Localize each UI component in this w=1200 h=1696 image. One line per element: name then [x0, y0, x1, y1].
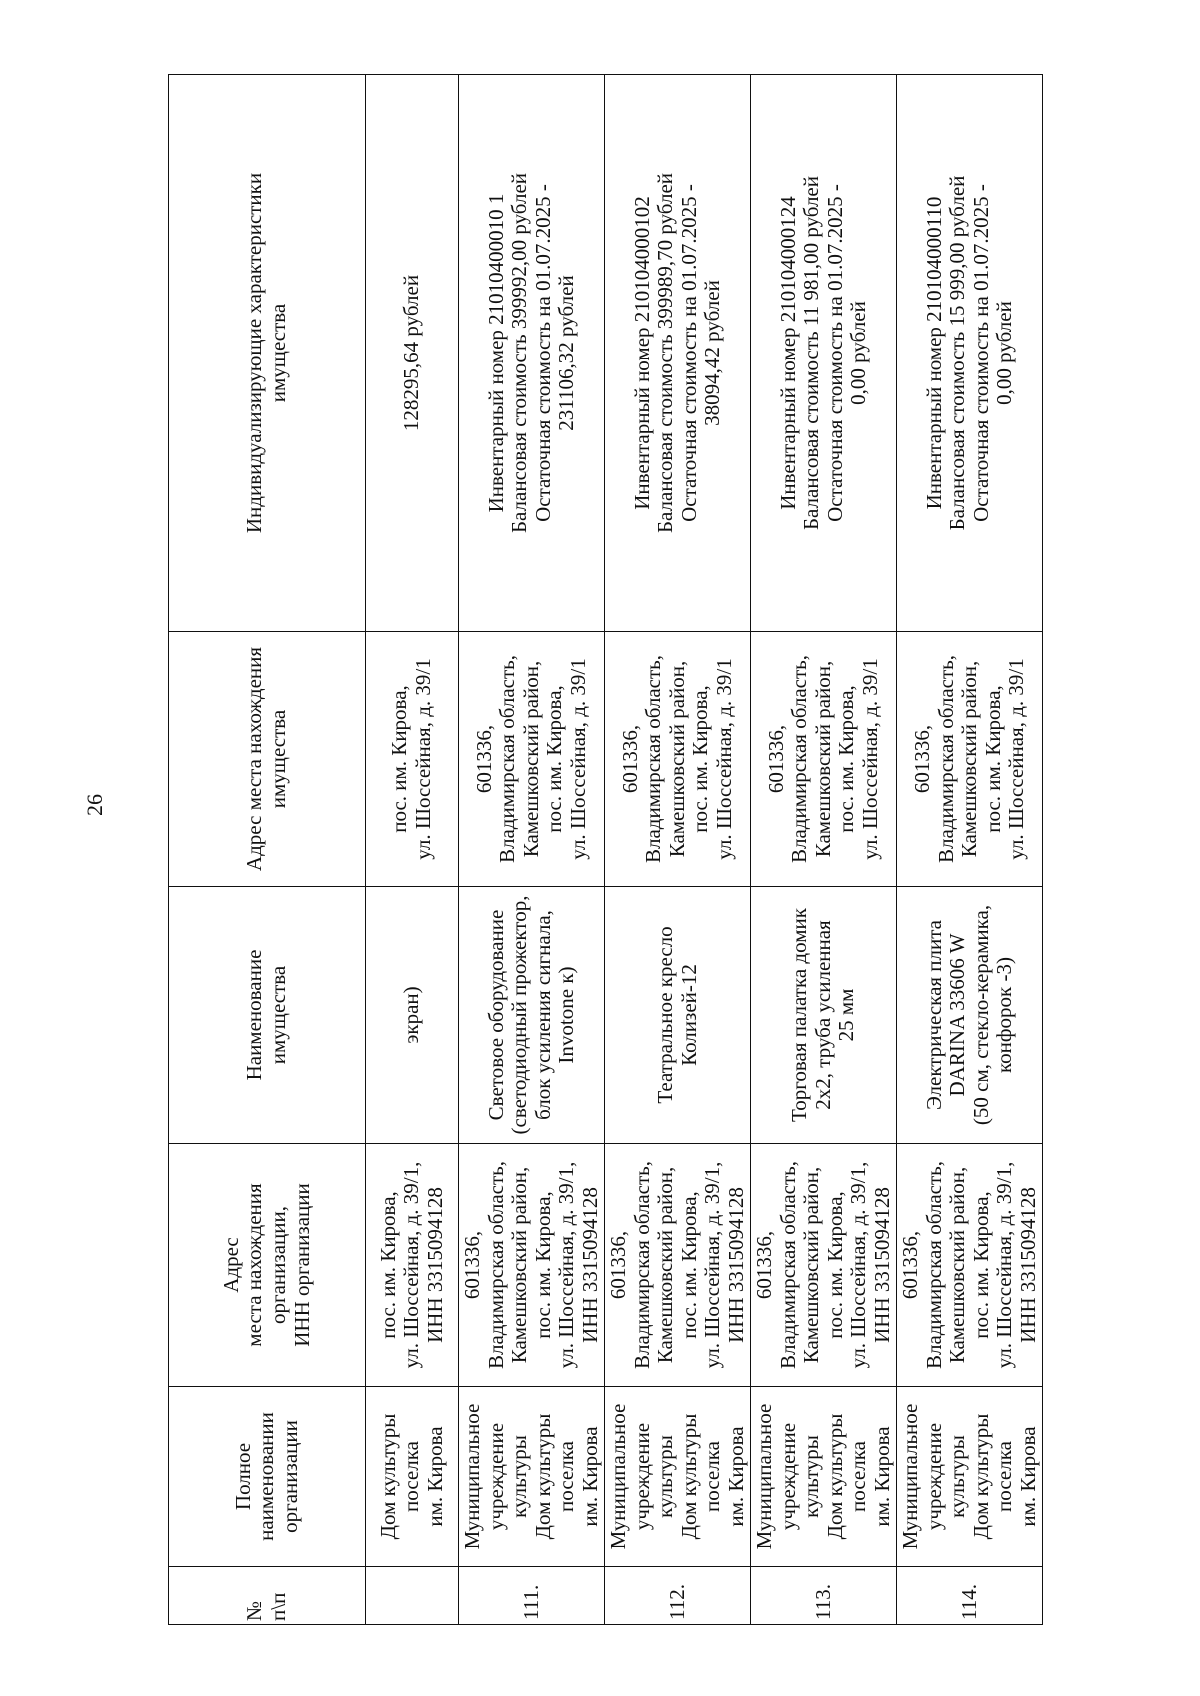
cell-line: Балансовая стоимость 15 999,00 рублей [945, 175, 970, 531]
cell-line: пос. им. Кирова, [542, 685, 567, 833]
cell-line: Камешковский район, [957, 660, 982, 858]
cell-line: ИНН 3315094128 [723, 1187, 748, 1343]
cell-line: ул. Шоссейная, д. 39/1, [992, 1161, 1017, 1369]
table-row [459, 75, 605, 1625]
cell-org-name [751, 1387, 897, 1567]
cell-line: пос. им. Кирова, [387, 685, 412, 833]
cell-line: 601336, [471, 724, 496, 794]
cell-line: поселка [700, 1441, 725, 1512]
cell-line: экран) [399, 986, 424, 1044]
cell-line: культуры [507, 1435, 532, 1518]
cell-line: пос. им. Кирова, [676, 1191, 701, 1339]
cell-line: Балансовая стоимость 399992,00 рублей [507, 172, 532, 534]
cell-line: конфорок -3) [992, 957, 1017, 1073]
rotated-table-frame [168, 75, 1038, 1625]
cell-line: поселка [399, 1441, 424, 1512]
cell-org-name [605, 1387, 751, 1567]
header-org-address [169, 1144, 366, 1387]
cell-line: Адрес места нахождения [242, 646, 267, 872]
cell-line: организации, [266, 1206, 290, 1324]
cell-line: Остаточная стоимость на 01.07.2025 - [822, 184, 847, 522]
cell-line: учреждение [483, 1422, 508, 1531]
header-org-name [169, 1387, 366, 1567]
cell-line: пос. им. Кирова, [530, 1191, 555, 1339]
cell-line: Остаточная стоимость на 01.07.2025 - [968, 184, 993, 522]
cell-line: Дом культуры [530, 1413, 555, 1540]
cell-line: Владимирская область, [629, 1161, 654, 1369]
header-num [169, 1567, 366, 1625]
table-body [169, 75, 1043, 1625]
cell-line: Инвентарный номер 210104000102 [629, 196, 654, 510]
page-number: 26 [82, 794, 107, 816]
header-property-address [169, 632, 366, 887]
cell-line: 601336, [460, 1230, 484, 1300]
cell-line: ИНН 3315094128 [422, 1187, 447, 1343]
cell-characteristics [897, 75, 1043, 632]
cell-line: 0,00 рублей [846, 301, 871, 405]
cell-line: 0,00 рублей [992, 301, 1017, 405]
cell-line: ул. Шоссейная, д. 39/1 [411, 658, 435, 860]
cell-line: Владимирская область, [775, 1161, 800, 1369]
cell-line: имущества [266, 965, 290, 1065]
cell-line: Электрическая плита [921, 919, 946, 1111]
cell-line: 601336, [910, 724, 935, 794]
cell-line: Камешковский район, [518, 660, 543, 858]
cell-line: имущества [266, 303, 290, 403]
cell-line: поселка [846, 1441, 871, 1512]
cell-line: пос. им. Кирова, [968, 1191, 993, 1339]
cell-property-name [751, 887, 897, 1144]
cell-line: ИНН организации [289, 1183, 314, 1347]
cell-characteristics [459, 75, 605, 632]
cell-line: Балансовая стоимость 11 981,00 рублей [799, 176, 824, 531]
cell-property-name [366, 887, 459, 1144]
header-characteristics [169, 75, 366, 632]
cell-line: п\п [266, 1592, 290, 1621]
cell-line: Владимирская область, [495, 655, 520, 863]
cell-line: Камешковский район, [664, 660, 689, 858]
cell-line: Камешковский район, [810, 660, 835, 858]
cell-line: блок усиления сигнала, [530, 910, 555, 1120]
cell-line: наименовании [254, 1412, 279, 1541]
cell-line: ИНН 3315094128 [577, 1187, 602, 1343]
cell-line: ул. Шоссейная, д. 39/1, [554, 1161, 579, 1369]
cell-line: Владимирская область, [483, 1161, 508, 1369]
cell-line: Торговая палатка домик [787, 908, 812, 1122]
cell-line: поселка [554, 1441, 579, 1512]
property-registry-table [168, 74, 1043, 1625]
table-row [897, 75, 1043, 1625]
cell-line: Владимирская область, [921, 1161, 946, 1369]
cell-line: пос. им. Кирова, [375, 1191, 400, 1339]
cell-line: культуры [945, 1435, 970, 1518]
cell-characteristics [751, 75, 897, 632]
cell-line: ул. Шоссейная, д. 39/1, [846, 1161, 871, 1369]
cell-line: культуры [653, 1435, 678, 1518]
cell-line: им. Кирова [869, 1426, 894, 1527]
cell-line: ул. Шоссейная, д. 39/1, [399, 1161, 424, 1369]
cell-line: ул. Шоссейная, д. 39/1 [1004, 658, 1029, 860]
cell-line: Дом культуры [968, 1413, 993, 1540]
cell-org-name [897, 1387, 1043, 1567]
cell-line: имущества [266, 709, 290, 809]
cell-line: Полное [230, 1442, 255, 1511]
cell-line: Инвентарный номер 210104000110 [921, 196, 946, 510]
cell-org-address [897, 1144, 1043, 1387]
cell-num: 114. [897, 1567, 1043, 1625]
cell-line: места нахождения [242, 1183, 267, 1347]
cell-line: 601336, [763, 724, 788, 794]
header-row [169, 75, 366, 1625]
cell-line: пос. им. Кирова, [688, 685, 713, 833]
cell-line: ул. Шоссейная, д. 39/1 [711, 658, 736, 860]
cell-num: 113. [751, 1567, 897, 1625]
cell-line: им. Кирова [422, 1426, 447, 1527]
header-property-name [169, 887, 366, 1144]
cell-line: ИНН 3315094128 [1015, 1187, 1040, 1343]
cell-property-address [897, 632, 1043, 887]
cell-line: ул. Шоссейная, д. 39/1, [700, 1161, 725, 1369]
cell-line: DARINA 33606 W [945, 933, 970, 1097]
cell-line: культуры [799, 1435, 824, 1518]
cell-line: Остаточная стоимость на 01.07.2025 - [530, 184, 555, 522]
cell-property-name [459, 887, 605, 1144]
cell-line: Муниципальное [752, 1403, 777, 1550]
cell-line: 601336, [617, 724, 642, 794]
cell-line: учреждение [629, 1422, 654, 1531]
cell-line: № [242, 1600, 267, 1621]
cell-line: Индивидуализирующие характеристики [242, 172, 267, 534]
cell-line: Invotone к) [554, 966, 579, 1064]
cell-org-name [459, 1387, 605, 1567]
cell-property-name [897, 887, 1043, 1144]
cell-line: им. Кирова [723, 1426, 748, 1527]
cell-property-address [366, 632, 459, 887]
cell-line: Колизей-12 [676, 964, 701, 1066]
cell-property-address [605, 632, 751, 887]
table-row [751, 75, 897, 1625]
cell-line: 128295,64 рублей [399, 274, 424, 432]
cell-line: 601336, [606, 1230, 631, 1300]
cell-line: 601336, [898, 1230, 923, 1300]
cell-line: Инвентарный номер 210104000124 [775, 196, 800, 510]
cell-line: 38094,42 рублей [700, 280, 725, 426]
cell-line: Камешковский район, [945, 1166, 970, 1364]
cell-num [366, 1567, 459, 1625]
cell-line: Владимирская область, [641, 655, 666, 863]
cell-org-address [459, 1144, 605, 1387]
cell-line: Дом культуры [822, 1413, 847, 1540]
cell-num: 111. [459, 1567, 605, 1625]
cell-line: пос. им. Кирова, [834, 685, 859, 833]
cell-line: ИНН 3315094128 [869, 1187, 894, 1343]
cell-line: Муниципальное [606, 1403, 631, 1550]
cell-line: Адрес [218, 1237, 243, 1293]
cell-line: Камешковский район, [507, 1166, 532, 1364]
cell-line: учреждение [775, 1422, 800, 1531]
continuation-row [366, 75, 459, 1625]
cell-line: пос. им. Кирова, [822, 1191, 847, 1339]
cell-num: 112. [605, 1567, 751, 1625]
cell-line: поселка [992, 1441, 1017, 1512]
cell-line: 25 мм [834, 988, 859, 1042]
cell-line: Остаточная стоимость на 01.07.2025 - [676, 184, 701, 522]
cell-line: Инвентарный номер 21010400010 1 [483, 193, 508, 513]
cell-line: Муниципальное [898, 1403, 923, 1550]
cell-line: Наименование [242, 949, 267, 1081]
cell-line: Дом культуры [375, 1413, 400, 1540]
cell-line: (50 см, стекло-керамика, [968, 904, 993, 1126]
cell-line: Камешковский район, [653, 1166, 678, 1364]
cell-property-address [751, 632, 897, 887]
cell-line: Камешковский район, [799, 1166, 824, 1364]
cell-line: организации [277, 1420, 302, 1533]
cell-line: пос. им. Кирова, [980, 685, 1005, 833]
cell-line: Театральное кресло [653, 926, 678, 1104]
cell-line: им. Кирова [1015, 1426, 1040, 1527]
cell-line: Дом культуры [676, 1413, 701, 1540]
cell-property-address [459, 632, 605, 887]
cell-line: Владимирская область, [787, 655, 812, 863]
cell-line: (светодиодный прожектор, [507, 895, 532, 1135]
cell-line: им. Кирова [577, 1426, 602, 1527]
cell-line: учреждение [921, 1422, 946, 1531]
cell-line: ул. Шоссейная, д. 39/1 [858, 658, 882, 860]
cell-characteristics [366, 75, 459, 632]
cell-line: Световое оборудование [483, 909, 508, 1121]
cell-property-name [605, 887, 751, 1144]
cell-line: 2х2, труба усиленная [810, 920, 835, 1110]
cell-line: 601336, [752, 1230, 777, 1300]
cell-line: 231106,32 рублей [554, 275, 579, 431]
cell-line: Балансовая стоимость 399989,70 рублей [653, 172, 678, 534]
table-row [605, 75, 751, 1625]
cell-line: Владимирская область, [933, 655, 958, 863]
cell-org-name [366, 1387, 459, 1567]
cell-characteristics [605, 75, 751, 632]
cell-org-address [605, 1144, 751, 1387]
cell-line: Муниципальное [460, 1403, 484, 1550]
cell-org-address [751, 1144, 897, 1387]
cell-org-address [366, 1144, 459, 1387]
cell-line: ул. Шоссейная, д. 39/1 [565, 658, 590, 860]
